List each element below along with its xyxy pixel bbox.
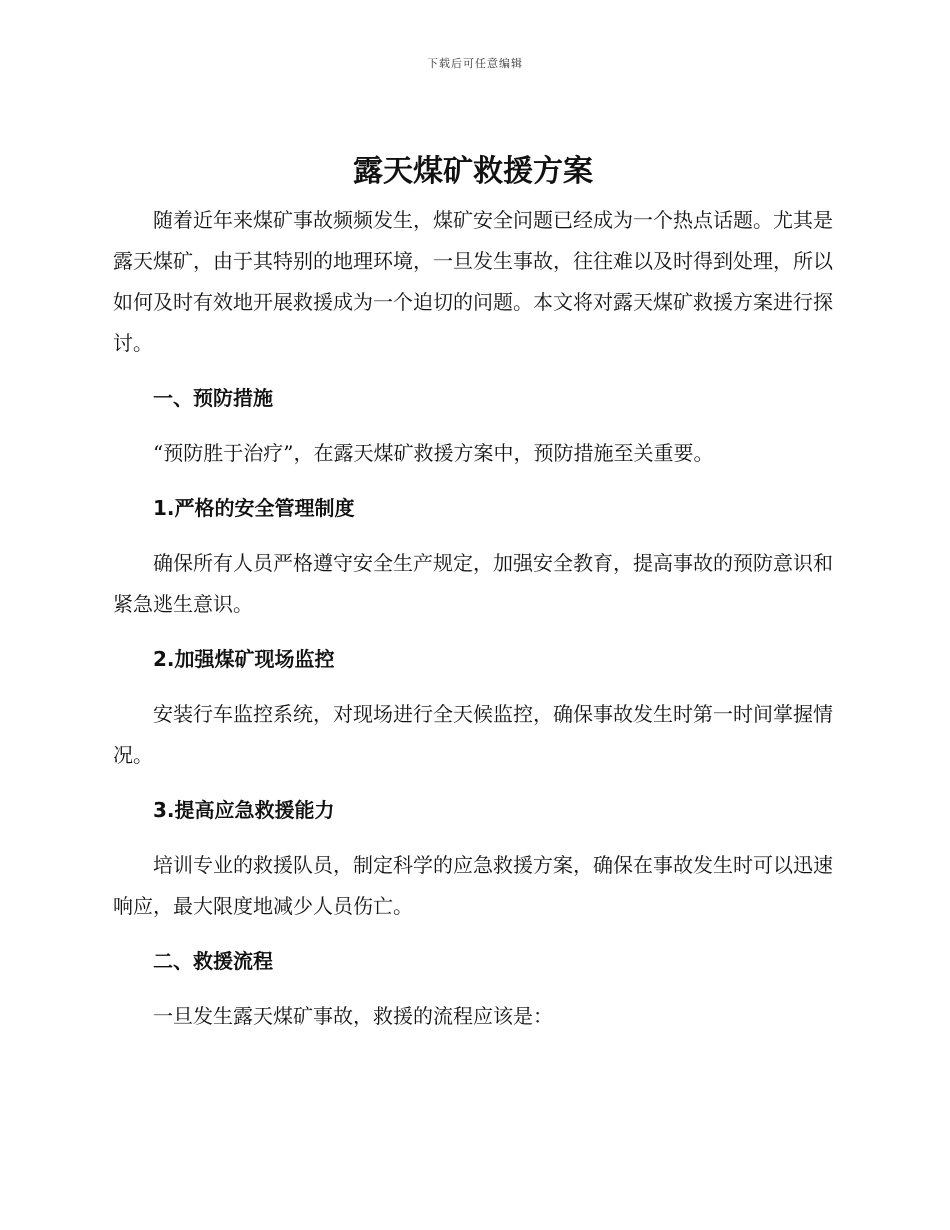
item-heading-emergency-capability: 3.提高应急救援能力 — [153, 798, 335, 822]
item-heading-safety-management: 1.严格的安全管理制度 — [153, 496, 355, 520]
document-title: 露天煤矿救援方案 — [353, 154, 593, 189]
document-body — [113, 150, 833, 1037]
item-text-site-monitoring: 安装行车监控系统，对现场进行全天候监控，确保事故发生时第一时间掌握情况。 — [113, 702, 833, 767]
header-note: 下载后可任意编辑 — [427, 57, 523, 70]
item-text-emergency-capability: 培训专业的救援队员，制定科学的应急救援方案，确保在事故发生时可以迅速响应，最大限度地减少人员伤亡。 — [113, 853, 833, 918]
section-heading-prevention: 一、预防措施 — [153, 386, 273, 410]
prevention-lead-paragraph: “预防胜于治疗”，在露天煤矿救援方案中，预防措施至关重要。 — [153, 441, 714, 465]
item-heading-site-monitoring: 2.加强煤矿现场监控 — [153, 647, 335, 671]
intro-paragraph: 随着近年来煤矿事故频频发生，煤矿安全问题已经成为一个热点话题。尤其是露天煤矿，由于其特别的地理环境，一旦发生事故，往往难以及时得到处理，所以如何及时有效地开展救援成为一个迫切的问题。本文将对露天煤矿救援方案进行探讨。 — [113, 208, 833, 355]
rescue-process-lead-paragraph: 一旦发生露天煤矿事故，救援的流程应该是： — [153, 1004, 553, 1028]
item-text-safety-management: 确保所有人员严格遵守安全生产规定，加强安全教育，提高事故的预防意识和紧急逃生意识。 — [113, 551, 833, 616]
section-heading-rescue-process: 二、救援流程 — [153, 949, 273, 973]
